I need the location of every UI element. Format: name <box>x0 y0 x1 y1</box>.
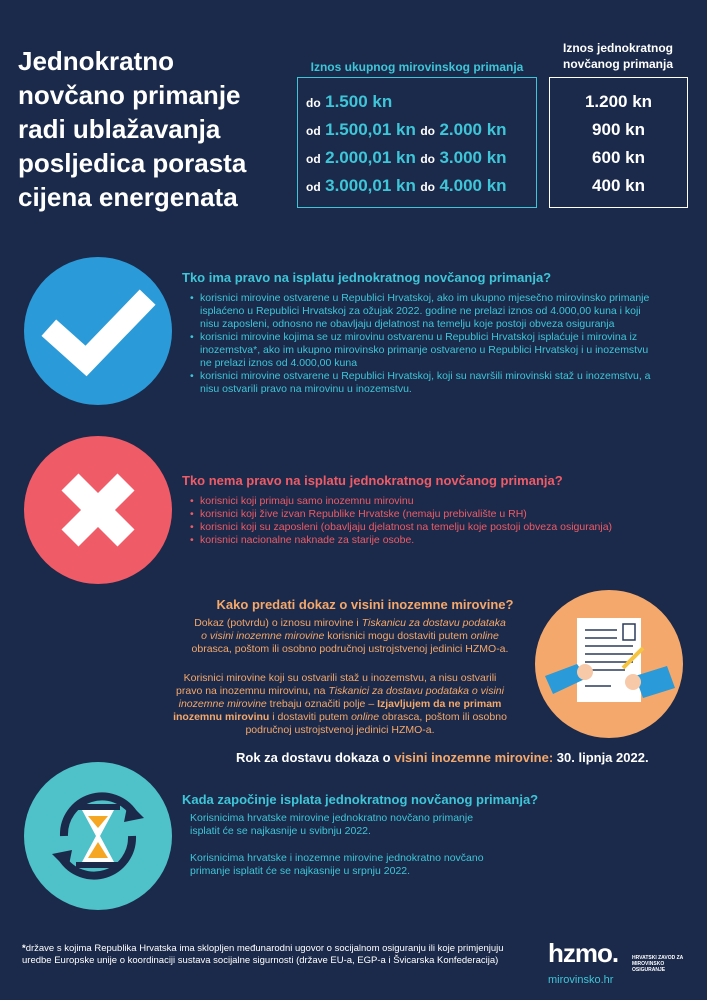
payment-amount: 900 kn <box>592 120 645 139</box>
hourglass-illustration <box>24 762 172 910</box>
list-item: • korisnici mirovine ostvarene u Republici Hrvatskoj, ako im ukupno mjesečno mirovinsko primanje isplaćeno u Republici Hrvatskoj za ožujak 2022. godine ne prelazi iznos od 4.000,00 kuna i koji nisu zaposleni, odnosno ne obavljaju djelatnost na temelju koje postoji obveza osiguranja <box>190 292 655 331</box>
document-illustration <box>535 590 683 738</box>
income-range-row: do 1.500 kn <box>306 92 393 111</box>
proof-paragraph-2: Korisnici mirovine koji su ostvarili staž u inozemstvu, a nisu ostvarili pravo na inozemnu mirovinu, na Tiskanici za dostavu podataka o visini inozemne mirovine trebaju označiti polje – Izjavljujem da ne primam inozemnu mirovinu i dostaviti putem online obrasca, poštom ili osobno područnoj ustrojstvenoj jedinici HZMO-a. <box>173 672 507 736</box>
payment-amount: 1.200 kn <box>584 92 653 111</box>
list-item: • korisnici mirovine ostvarene u Republici Hrvatskoj, koji su navršili mirovinski staž u inozemstvu, a nisu ostvarili pravo na mirovinu u inozemstvu. <box>190 370 655 396</box>
hourglass-icon <box>24 762 172 910</box>
income-range-row: od 1.500,01 kn do 2.000 kn <box>306 120 507 139</box>
list-item: • korisnici koji su zaposleni (obavljaju djelatnost na temelju koje postoji obveza osiguranja) <box>190 521 670 534</box>
payment-paragraph-1: Korisnicima hrvatske mirovine jednokratno novčano primanje isplatit će se najkasnije u svibnju 2022. <box>190 812 474 837</box>
footnote: *države s kojima Republika Hrvatska ima sklopljen međunarodni ugovor o socijalnom osiguranju ili koje primjenjuju uredbe Europske unije o koordinaciji sustava socijalne sigurnosti (države EU-a, EGP-a i Švicarska Konfederacija) <box>22 943 504 966</box>
payment-amount: 400 kn <box>592 176 645 195</box>
hzmo-logo: hzmo. <box>548 938 619 968</box>
not-eligible-list <box>190 495 670 547</box>
checkmark-icon <box>24 257 172 405</box>
cross-icon <box>24 436 172 584</box>
payment-paragraph-2: Korisnicima hrvatske i inozemne mirovine jednokratno novčano primanje isplatit će se najkasnije u srpnju 2022. <box>190 852 484 877</box>
section-proof-heading: Kako predati dokaz o visini inozemne mirovine? <box>216 597 514 612</box>
list-item: • korisnici nacionalne naknade za starije osobe. <box>190 534 670 547</box>
table-header-income: Iznos ukupnog mirovinskog primanja <box>310 60 524 74</box>
list-item: • korisnici mirovine kojima se uz mirovinu ostvarenu u Republici Hrvatskoj isplaćuje i mirovina iz inozemstva*, ako im ukupno mirovinsko primanje ostvareno u Republici Hrvatskoj i u inozemstvu ne prelazi iznos od 4.000,00 kuna <box>190 331 655 370</box>
income-range-row: od 3.000,01 kn do 4.000 kn <box>306 176 507 195</box>
website-link[interactable]: mirovinsko.hr <box>548 974 614 986</box>
page-title: Jednokratno novčano primanje radi ublažavanja posljedica porasta cijena energenata <box>18 46 247 212</box>
list-item: • korisnici koji primaju samo inozemnu mirovinu <box>190 495 670 508</box>
eligible-list <box>190 292 655 396</box>
cross-shape <box>24 436 172 584</box>
section-eligible-heading: Tko ima pravo na isplatu jednokratnog novčanog primanja? <box>182 270 552 285</box>
proof-paragraph-1: Dokaz (potvrdu) o iznosu mirovine i Tiskanicu za dostavu podataka o visini inozemne mirovine korisnici mogu dostaviti putem online obrasca, poštom ili osobno područnoj ustrojstvenoj jedinici HZMO-a. <box>191 617 509 655</box>
section-not-eligible-heading: Tko nema pravo na isplatu jednokratnog novčanog primanja? <box>182 473 563 488</box>
deadline-line: Rok za dostavu dokaza o visini inozemne mirovine: 30. lipnja 2022. <box>236 750 649 765</box>
income-range-row: od 2.000,01 kn do 3.000 kn <box>306 148 507 167</box>
list-item: • korisnici koji žive izvan Republike Hrvatske (nemaju prebivalište u RH) <box>190 508 670 521</box>
logo-subtitle: HRVATSKI ZAVOD ZA MIROVINSKO OSIGURANJE <box>632 955 684 973</box>
table-header-amount: Iznos jednokratnog novčanog primanja <box>562 41 674 71</box>
checkmark-shape <box>24 257 172 405</box>
document-icon <box>535 590 683 738</box>
payment-amount: 600 kn <box>592 148 645 167</box>
section-payment-start-heading: Kada započinje isplata jednokratnog novčanog primanja? <box>182 792 539 807</box>
